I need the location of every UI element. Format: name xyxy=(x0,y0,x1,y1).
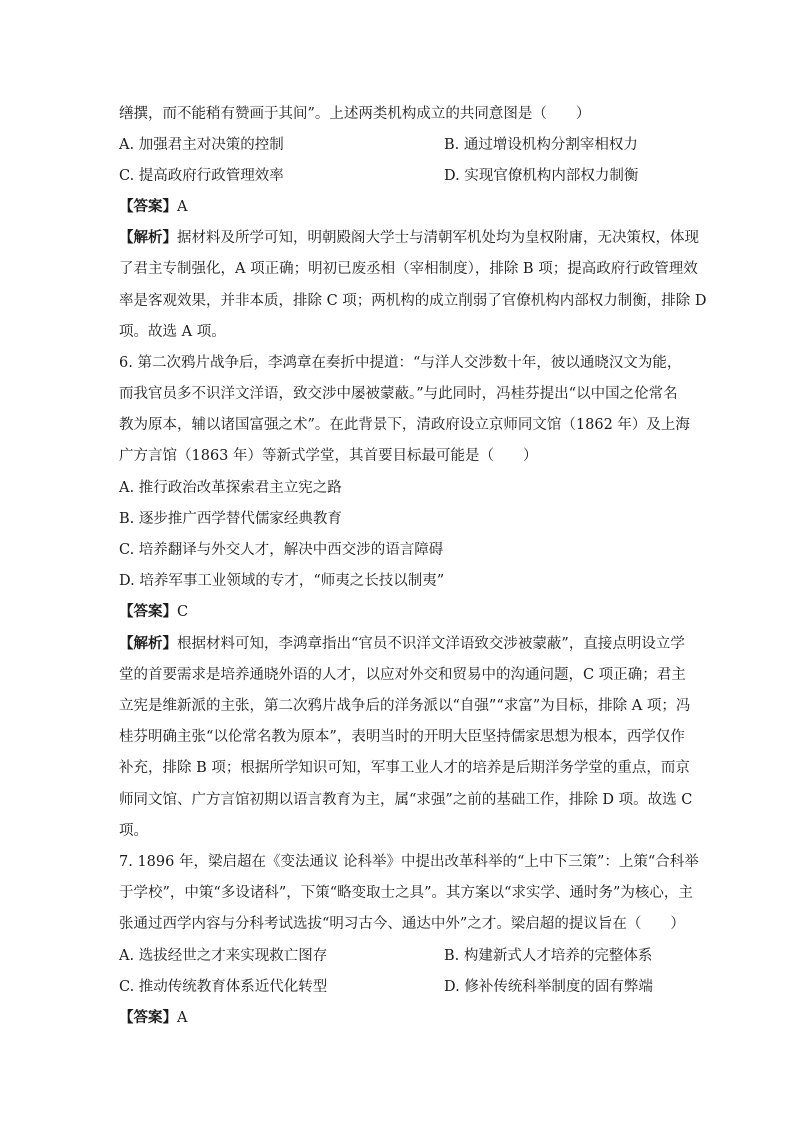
q5-analysis-line-2: 了君主专制强化，A 项正确；明初已废丞相（宰相制度），排除 B 项；提高政府行政管理效 xyxy=(119,261,698,277)
q5-option-a: A. 加强君主对决策的控制 xyxy=(119,137,284,153)
q7-stem-line-2: 于学校”，中策“多设诸科”，下策“略变取士之具”。其方案以“求实学、通时务”为核心，主 xyxy=(119,885,693,901)
answer-tag: 【答案】 xyxy=(119,603,177,620)
answer-tag: 【答案】 xyxy=(119,1009,177,1026)
q6-stem-line-4: 广方言馆（1863 年）等新式学堂，其首要目标最可能是（ ） xyxy=(119,448,538,464)
q5-analysis-line-1 xyxy=(119,228,699,248)
q5-analysis-line-3: 率是客观效果，并非本质，排除 C 项；两机构的成立削弱了官僚机构内部权力制衡，排除 D xyxy=(119,293,707,309)
q7-option-d: D. 修补传统科举制度的固有弊端 xyxy=(444,979,653,995)
q7-option-c: C. 推动传统教育体系近代化转型 xyxy=(119,979,328,995)
q6-analysis-line-5: 补充，排除 B 项；根据所学知识可知，军事工业人才的培养是后期洋务学堂的重点，而京 xyxy=(119,760,690,776)
analysis-text: 根据材料可知，李鸿章指出“官员不识洋文洋语致交涉被蒙蔽”，直接点明设立学 xyxy=(177,636,685,652)
q7-stem-line-3: 张通过西学内容与分科考试选拔“明习古今、通达中外”之才。梁启超的提议旨在（ ） xyxy=(119,916,685,932)
q6-analysis-line-4: 桂芬明确主张“以伦常名教为原本”，表明当时的开明大臣坚持儒家思想为根本，西学仅作 xyxy=(119,729,685,745)
q6-option-b: B. 逐步推广西学替代儒家经典教育 xyxy=(119,511,342,527)
q6-analysis-line-2: 堂的首要需求是培养通晓外语的人才，以应对外交和贸易中的沟通问题，C 项正确；君主 xyxy=(119,667,686,683)
q7-stem-line-1: 7. 1896 年，梁启超在《变法通议 论科举》中提出改革科举的“上中下三策”：上策“合科举 xyxy=(119,854,699,870)
q7-option-a: A. 选拔经世之才来实现救亡图存 xyxy=(119,948,328,964)
q5-stem-end: 缮撰，而不能稍有赞画于其间”。上述两类机构成立的共同意图是（ ） xyxy=(119,106,591,122)
analysis-text: 据材料及所学可知，明朝殿阁大学士与清朝军机处均为皇权附庸，无决策权，体现 xyxy=(177,230,699,246)
answer-value: A xyxy=(177,1010,188,1026)
q5-answer xyxy=(119,197,187,217)
q5-option-c: C. 提高政府行政管理效率 xyxy=(119,168,284,184)
q7-answer xyxy=(119,1008,187,1028)
q6-option-c: C. 培养翻译与外交人才，解决中西交涉的语言障碍 xyxy=(119,542,444,558)
analysis-tag: 【解析】 xyxy=(119,229,177,246)
q5-option-b: B. 通过增设机构分割宰相权力 xyxy=(444,137,638,153)
q6-answer xyxy=(119,602,188,622)
q6-analysis-line-6: 师同文馆、广方言馆初期以语言教育为主，属“求强”之前的基础工作，排除 D 项。故选 C xyxy=(119,792,693,808)
answer-tag: 【答案】 xyxy=(119,198,177,215)
q7-option-b: B. 构建新式人才培养的完整体系 xyxy=(444,948,653,964)
answer-value: A xyxy=(177,199,188,215)
q6-stem-line-3: 教为原本，辅以诸国富强之术”。在此背景下，清政府设立京师同文馆（1862 年）及上海 xyxy=(119,417,690,433)
q6-stem-line-2: 而我官员多不识洋文洋语，致交涉中屡被蒙蔽。”与此同时，冯桂芬提出“以中国之伦常名 xyxy=(119,386,678,402)
q6-option-a: A. 推行政治改革探索君主立宪之路 xyxy=(119,480,342,496)
q6-analysis-line-7: 项。 xyxy=(119,823,148,839)
q5-option-d: D. 实现官僚机构内部权力制衡 xyxy=(444,168,639,184)
q6-analysis-line-3: 立宪是维新派的主张，第二次鸦片战争后的洋务派以“自强”“求富”为目标，排除 A 项；冯 xyxy=(119,698,691,714)
answer-value: C xyxy=(177,604,189,620)
q5-analysis-line-4: 项。故选 A 项。 xyxy=(119,324,226,340)
q6-stem-line-1: 6. 第二次鸦片战争后，李鸿章在奏折中提道：“与洋人交涉数十年，彼以通晓汉文为能， xyxy=(119,355,682,371)
q6-option-d: D. 培养军事工业领域的专才，“师夷之长技以制夷” xyxy=(119,573,445,589)
q6-analysis-line-1 xyxy=(119,634,685,654)
analysis-tag: 【解析】 xyxy=(119,635,177,652)
